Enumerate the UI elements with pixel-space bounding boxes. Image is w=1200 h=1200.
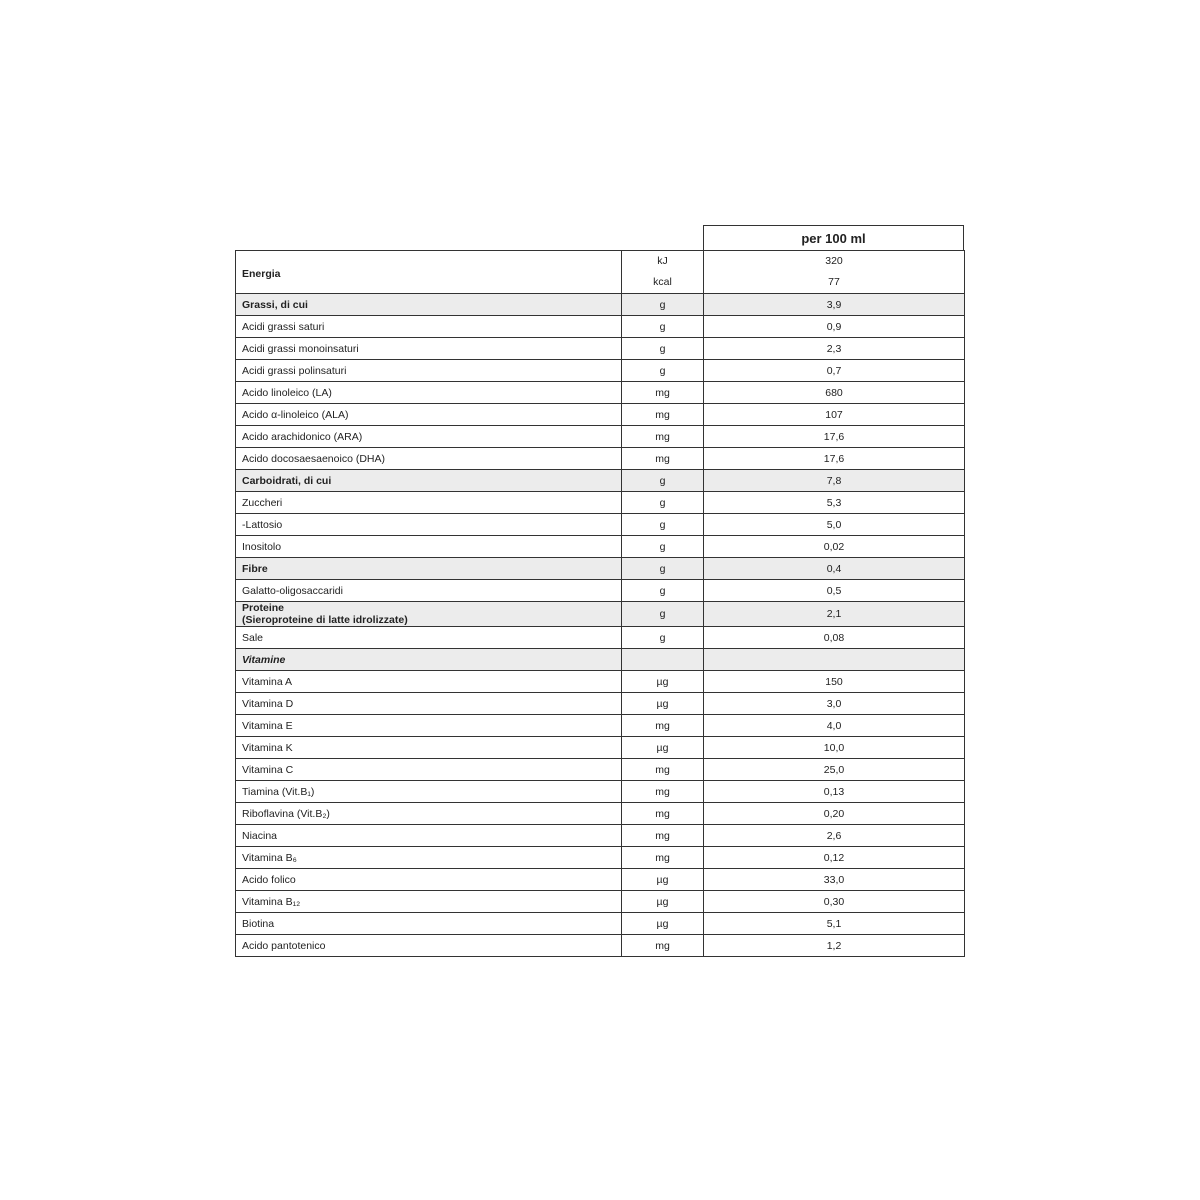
nutrient-value: 7,8 <box>704 470 965 492</box>
nutrient-value: 0,20 <box>704 803 965 825</box>
nutrient-unit: mg <box>622 426 704 448</box>
nutrient-unit: g <box>622 602 704 627</box>
nutrient-value: 1,2 <box>704 935 965 957</box>
nutrient-value: 150 <box>704 671 965 693</box>
nutrient-name: Inositolo <box>236 536 622 558</box>
nutrient-unit: g <box>622 338 704 360</box>
nutrient-value: 2,6 <box>704 825 965 847</box>
nutrient-value: 5,0 <box>704 514 965 536</box>
nutrient-name: -Lattosio <box>236 514 622 536</box>
nutrient-name: Acidi grassi monoinsaturi <box>236 338 622 360</box>
nutrient-name: Acido arachidonico (ARA) <box>236 426 622 448</box>
nutrient-name: Galatto-oligosaccaridi <box>236 580 622 602</box>
table-row-salt <box>236 627 965 649</box>
value-kj: 320 <box>825 255 843 267</box>
nutrition-table <box>235 250 965 957</box>
nutrient-name: Grassi, di cui <box>236 294 622 316</box>
table-row-vitamin <box>236 847 965 869</box>
nutrient-name: Acido folico <box>236 869 622 891</box>
nutrient-name: Vitamina K <box>236 737 622 759</box>
nutrient-name: Vitamina B₆ <box>236 847 622 869</box>
nutrient-value: 0,12 <box>704 847 965 869</box>
nutrient-name: Tiamina (Vit.B₁) <box>236 781 622 803</box>
nutrient-unit: mg <box>622 759 704 781</box>
table-row-vitamin <box>236 913 965 935</box>
nutrient-value <box>704 251 965 294</box>
nutrient-name: Zuccheri <box>236 492 622 514</box>
protein-label: Proteine <box>242 602 285 614</box>
nutrient-name <box>236 602 622 627</box>
table-row-vitamin <box>236 715 965 737</box>
empty-cell <box>622 649 704 671</box>
nutrient-value: 680 <box>704 382 965 404</box>
nutrient-name: Acidi grassi polinsaturi <box>236 360 622 382</box>
nutrient-value: 10,0 <box>704 737 965 759</box>
nutrient-name: Vitamina D <box>236 693 622 715</box>
nutrient-value: 0,7 <box>704 360 965 382</box>
nutrient-unit: g <box>622 580 704 602</box>
table-row-vitamin <box>236 891 965 913</box>
nutrient-unit: g <box>622 492 704 514</box>
nutrient-unit: g <box>622 514 704 536</box>
nutrient-value: 5,3 <box>704 492 965 514</box>
table-row <box>236 382 965 404</box>
nutrient-name: Energia <box>236 251 622 294</box>
nutrient-name: Vitamina A <box>236 671 622 693</box>
nutrient-value: 2,3 <box>704 338 965 360</box>
nutrient-unit: µg <box>622 869 704 891</box>
nutrient-value: 0,02 <box>704 536 965 558</box>
nutrient-value: 0,13 <box>704 781 965 803</box>
nutrient-value: 3,9 <box>704 294 965 316</box>
table-row <box>236 492 965 514</box>
table-row <box>236 558 965 580</box>
nutrient-value: 0,4 <box>704 558 965 580</box>
table-row-vitamin <box>236 671 965 693</box>
unit-kcal: kcal <box>653 276 672 288</box>
nutrient-unit: mg <box>622 404 704 426</box>
nutrient-unit: mg <box>622 847 704 869</box>
nutrient-unit: µg <box>622 693 704 715</box>
table-row <box>236 514 965 536</box>
table-row <box>236 448 965 470</box>
table-row-vitamin <box>236 693 965 715</box>
nutrient-unit: mg <box>622 382 704 404</box>
nutrient-value: 0,5 <box>704 580 965 602</box>
nutrient-unit: µg <box>622 891 704 913</box>
unit-kj: kJ <box>657 255 668 267</box>
table-row <box>236 426 965 448</box>
table-row-vitamin <box>236 803 965 825</box>
value-kcal: 77 <box>828 276 840 288</box>
nutrient-name: Acido α-linoleico (ALA) <box>236 404 622 426</box>
nutrient-value: 0,08 <box>704 627 965 649</box>
table-row <box>236 470 965 492</box>
nutrient-name: Acido linoleico (LA) <box>236 382 622 404</box>
nutrient-unit <box>622 251 704 294</box>
nutrient-name: Carboidrati, di cui <box>236 470 622 492</box>
table-row-energy <box>236 251 965 294</box>
nutrient-unit: g <box>622 558 704 580</box>
table-row-protein <box>236 602 965 627</box>
nutrient-unit: mg <box>622 825 704 847</box>
nutrient-value: 25,0 <box>704 759 965 781</box>
nutrient-name: Vitamina C <box>236 759 622 781</box>
table-row <box>236 294 965 316</box>
nutrient-value: 0,30 <box>704 891 965 913</box>
nutrient-name: Acido pantotenico <box>236 935 622 957</box>
nutrient-name: Fibre <box>236 558 622 580</box>
nutrient-name: Sale <box>236 627 622 649</box>
nutrient-value: 2,1 <box>704 602 965 627</box>
empty-cell <box>704 649 965 671</box>
table-row-vitamin <box>236 935 965 957</box>
nutrient-value: 0,9 <box>704 316 965 338</box>
nutrient-value: 4,0 <box>704 715 965 737</box>
nutrient-unit: µg <box>622 737 704 759</box>
nutrient-name: Vitamina E <box>236 715 622 737</box>
nutrient-value: 17,6 <box>704 426 965 448</box>
nutrient-unit: µg <box>622 913 704 935</box>
nutrient-name: Biotina <box>236 913 622 935</box>
table-row-vitamin <box>236 825 965 847</box>
table-row-vitamin <box>236 869 965 891</box>
nutrient-name: Acidi grassi saturi <box>236 316 622 338</box>
column-header <box>703 225 964 251</box>
nutrient-unit: g <box>622 470 704 492</box>
protein-sublabel: (Sieroproteine di latte idrolizzate) <box>242 614 408 626</box>
nutrient-name: Acido docosaesaenoico (DHA) <box>236 448 622 470</box>
nutrient-unit: g <box>622 294 704 316</box>
nutrient-value: 3,0 <box>704 693 965 715</box>
table-row <box>236 404 965 426</box>
nutrient-value: 107 <box>704 404 965 426</box>
table-row <box>236 316 965 338</box>
section-heading: Vitamine <box>236 649 622 671</box>
table-row <box>236 338 965 360</box>
nutrient-unit: g <box>622 627 704 649</box>
nutrient-value: 17,6 <box>704 448 965 470</box>
table-row-vitamin <box>236 759 965 781</box>
nutrient-unit: mg <box>622 781 704 803</box>
nutrient-unit: g <box>622 316 704 338</box>
table-row <box>236 536 965 558</box>
nutrient-unit: µg <box>622 671 704 693</box>
nutrient-value: 33,0 <box>704 869 965 891</box>
table-row <box>236 360 965 382</box>
nutrient-value: 5,1 <box>704 913 965 935</box>
nutrient-unit: g <box>622 360 704 382</box>
nutrient-unit: mg <box>622 715 704 737</box>
nutrient-name: Niacina <box>236 825 622 847</box>
table-row-vitamin <box>236 737 965 759</box>
nutrient-unit: mg <box>622 935 704 957</box>
nutrient-name: Vitamina B₁₂ <box>236 891 622 913</box>
nutrient-unit: mg <box>622 803 704 825</box>
nutrient-unit: mg <box>622 448 704 470</box>
table-row-vitamins-header <box>236 649 965 671</box>
table-row <box>236 580 965 602</box>
column-header-label: per 100 ml <box>801 231 866 246</box>
nutrient-name: Riboflavina (Vit.B₂) <box>236 803 622 825</box>
table-row-vitamin <box>236 781 965 803</box>
nutrient-unit: g <box>622 536 704 558</box>
